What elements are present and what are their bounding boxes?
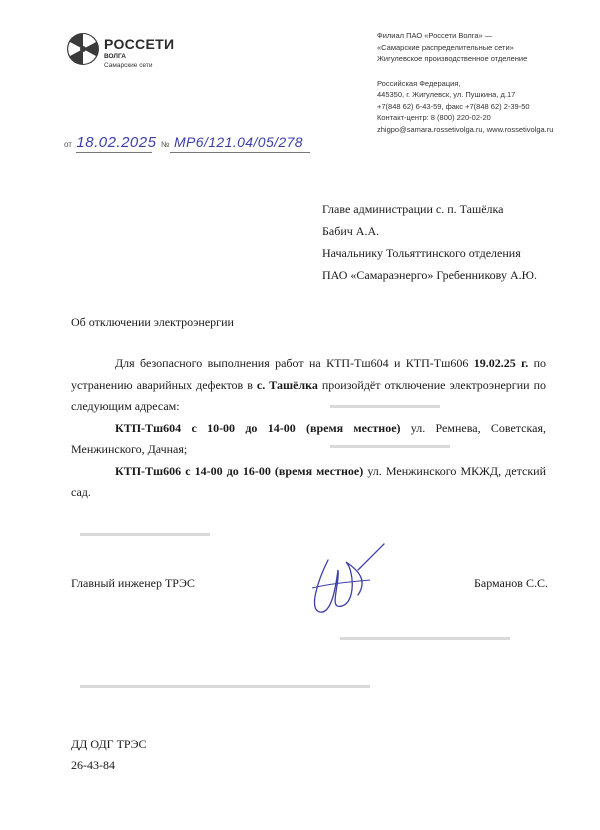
org-line: Филиал ПАО «Россети Волга» —	[377, 31, 493, 40]
addressee-line: ПАО «Самараэнерго» Гребенникову А.Ю.	[322, 268, 537, 282]
footer-block	[71, 734, 147, 776]
body-paragraph	[71, 461, 546, 504]
bleed-through: ▬▬▬▬▬▬▬▬▬▬▬▬▬▬▬▬▬▬▬▬▬▬▬▬▬▬▬▬▬	[80, 680, 370, 691]
date-label: от	[64, 140, 72, 149]
streets-ktp-604: ул. Ремнева, Советская, Менжинского, Дачная;	[71, 420, 546, 456]
addressee-block	[322, 198, 537, 286]
address-line: Российская Федерация,	[377, 78, 461, 88]
email-web-line: zhigpo@samara.rossetivolga.ru, www.rossetivolga.ru	[377, 124, 554, 134]
phone-line: +7(848 62) 6-43-59, факс +7(848 62) 2-39-50	[377, 101, 530, 111]
text-run: Для безопасного выполнения работ на КТП-Тш604 и КТП-Тш606	[115, 356, 474, 370]
organization-block	[377, 30, 587, 135]
bleed-through: ▬▬▬▬▬▬▬▬▬▬▬▬▬▬▬▬▬	[340, 632, 510, 643]
letter-number: МР6/121.04/05/278	[173, 134, 303, 150]
schedule-ktp-606: КТП-Тш606 с 14-00 до 16-00 (время местное)	[115, 463, 364, 478]
address-line: 445350, г. Жигулевск, ул. Пушкина, д.17	[377, 90, 516, 99]
text-run: произойдёт отключение электроэнергии по следующим адресам:	[71, 377, 547, 413]
rosseti-logo-icon	[66, 32, 100, 66]
contact-center-line: Контакт-центр: 8 (800) 220-02-20	[377, 113, 491, 122]
signer-name: Барманов С.С.	[474, 576, 548, 590]
number-label: №	[160, 140, 170, 149]
text-run: по устранению аварийных дефектов в	[71, 356, 546, 392]
brand-subtitle: Самарские сети	[104, 62, 153, 69]
streets-ktp-606: ул. Менжинского МКЖД, детский сад.	[71, 463, 546, 499]
department: ДД ОДГ ТРЭС	[71, 737, 147, 751]
letter-body	[71, 353, 546, 504]
bleed-through: ▬▬▬▬▬▬▬▬▬▬▬▬▬	[80, 528, 210, 539]
number-underline	[170, 152, 310, 153]
outage-date: 19.02.25 г.	[473, 356, 529, 370]
addressee-line: Начальнику Тольяттинского отделения	[322, 246, 521, 260]
org-line: «Самарские распределительные сети»	[377, 42, 514, 52]
date-underline	[76, 152, 152, 153]
letter-date: 18.02.2025	[76, 134, 157, 151]
body-paragraph	[71, 418, 546, 461]
signer-title: Главный инженер ТРЭС	[71, 576, 195, 590]
outage-place: с. Ташёлка	[256, 377, 318, 392]
letter-subject: Об отключении электроэнергии	[71, 315, 234, 329]
addressee-line: Бабич А.А.	[322, 224, 380, 238]
addressee-line: Главе администрации с. п. Ташёлка	[322, 202, 504, 216]
department-phone: 26-43-84	[71, 758, 115, 772]
handwritten-signature	[298, 540, 388, 620]
bleed-through: ▬▬▬▬▬▬▬▬▬▬▬	[330, 400, 440, 411]
brand-region: ВОЛГА	[104, 53, 126, 60]
brand-name: РОССЕТИ	[104, 36, 175, 52]
reference-line	[64, 134, 303, 152]
schedule-ktp-604: КТП-Тш604 с 10-00 до 14-00 (время местное)	[115, 420, 401, 435]
org-line: Жигулевское производственное отделение	[377, 54, 528, 63]
bleed-through: ▬▬▬▬▬▬▬▬▬▬▬▬	[330, 440, 450, 451]
body-paragraph	[71, 353, 546, 418]
